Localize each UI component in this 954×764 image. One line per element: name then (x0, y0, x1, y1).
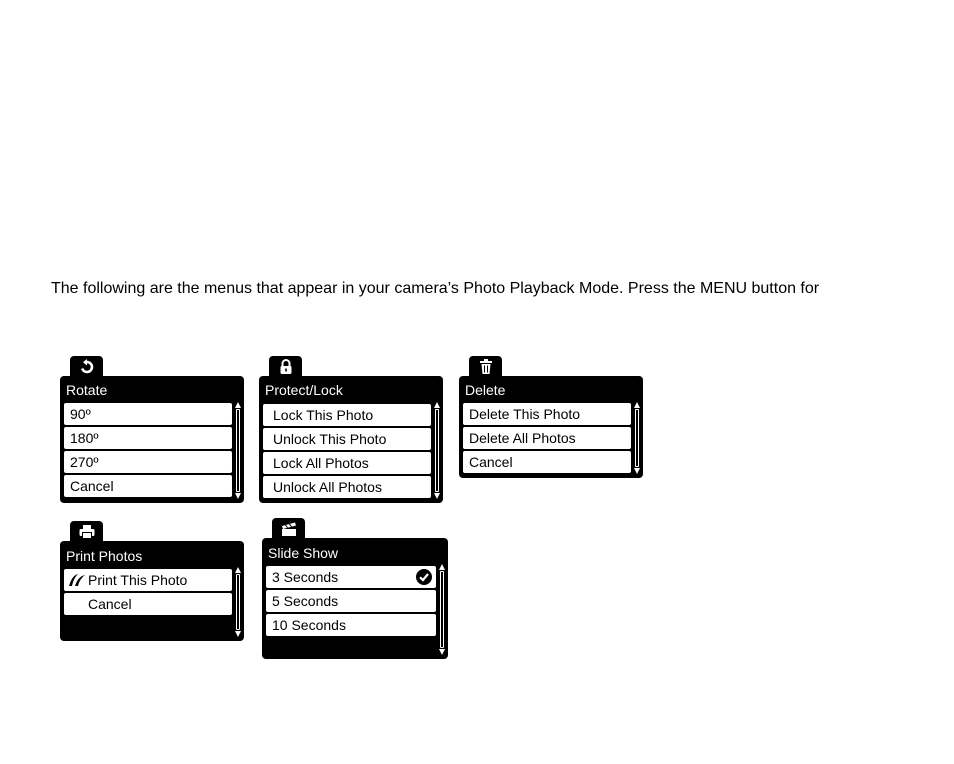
menu-item-5-seconds[interactable]: 5 Seconds (266, 590, 436, 612)
scroll-down-arrow-icon[interactable] (434, 493, 440, 499)
slide-show-menu-scrollbar[interactable] (439, 564, 445, 655)
menu-item-3-seconds[interactable]: 3 Seconds (266, 566, 436, 588)
scroll-track (236, 409, 240, 492)
protect-lock-menu-tab[interactable] (269, 356, 302, 378)
menu-item-lock-this-photo[interactable]: Lock This Photo (263, 404, 431, 426)
trash-icon (479, 359, 493, 375)
intro-text: The following are the menus that appear in your camera’s Photo Playback Mode. Press the MENU button for (51, 280, 820, 297)
menu-item-unlock-this-photo[interactable]: Unlock This Photo (263, 428, 431, 450)
menu-item-print-cancel[interactable]: Cancel (64, 593, 232, 615)
rotate-menu-tab[interactable] (70, 356, 103, 378)
scroll-track (635, 409, 639, 467)
lock-icon (279, 359, 293, 375)
scroll-track (440, 571, 444, 648)
selected-check-icon (416, 569, 432, 585)
scroll-track (435, 409, 439, 492)
scroll-up-arrow-icon[interactable] (634, 402, 640, 408)
scroll-down-arrow-icon[interactable] (235, 631, 241, 637)
scroll-down-arrow-icon[interactable] (235, 493, 241, 499)
slide-show-menu (262, 518, 448, 659)
scroll-up-arrow-icon[interactable] (439, 564, 445, 570)
menu-item-print-this-photo[interactable]: Print This Photo (64, 569, 232, 591)
rotate-menu-scrollbar[interactable] (235, 402, 241, 499)
print-photos-menu-panel (60, 541, 244, 641)
slide-show-menu-panel (262, 538, 448, 659)
print-photos-menu (60, 521, 244, 641)
scroll-down-arrow-icon[interactable] (439, 649, 445, 655)
delete-menu-title: Delete (465, 382, 506, 398)
scroll-up-arrow-icon[interactable] (235, 402, 241, 408)
menu-item-lock-all-photos[interactable]: Lock All Photos (263, 452, 431, 474)
printer-icon (79, 525, 95, 539)
delete-menu (459, 356, 643, 478)
menu-item-rotate-cancel[interactable]: Cancel (64, 475, 232, 497)
print-photos-menu-scrollbar[interactable] (235, 567, 241, 637)
scroll-down-arrow-icon[interactable] (634, 468, 640, 474)
scroll-up-arrow-icon[interactable] (434, 402, 440, 408)
clapperboard-icon (281, 522, 297, 536)
print-photos-menu-title: Print Photos (66, 548, 143, 564)
scroll-track (236, 574, 240, 630)
menu-item-delete-cancel[interactable]: Cancel (463, 451, 631, 473)
protect-lock-menu-scrollbar[interactable] (434, 402, 440, 499)
menu-item-10-seconds[interactable]: 10 Seconds (266, 614, 436, 636)
rotate-menu-panel (60, 376, 244, 503)
protect-lock-menu-panel (259, 376, 443, 503)
menu-item-rotate-270[interactable]: 270º (64, 451, 232, 473)
pictbridge-icon (68, 573, 86, 587)
menu-item-unlock-all-photos[interactable]: Unlock All Photos (263, 476, 431, 498)
menu-item-rotate-90[interactable]: 90º (64, 403, 232, 425)
delete-menu-panel (459, 376, 643, 478)
rotate-menu (60, 356, 244, 503)
delete-menu-scrollbar[interactable] (634, 402, 640, 474)
menu-item-delete-this-photo[interactable]: Delete This Photo (463, 403, 631, 425)
rotate-menu-title: Rotate (66, 382, 108, 398)
rotate-icon (79, 359, 95, 375)
slide-show-menu-tab[interactable] (272, 518, 305, 540)
protect-lock-menu (259, 356, 443, 503)
delete-menu-tab[interactable] (469, 356, 502, 378)
slide-show-menu-title: Slide Show (268, 545, 339, 561)
scroll-up-arrow-icon[interactable] (235, 567, 241, 573)
protect-lock-menu-title: Protect/Lock (265, 382, 343, 398)
menu-item-delete-all-photos[interactable]: Delete All Photos (463, 427, 631, 449)
print-photos-menu-tab[interactable] (70, 521, 103, 543)
menu-item-rotate-180[interactable]: 180º (64, 427, 232, 449)
